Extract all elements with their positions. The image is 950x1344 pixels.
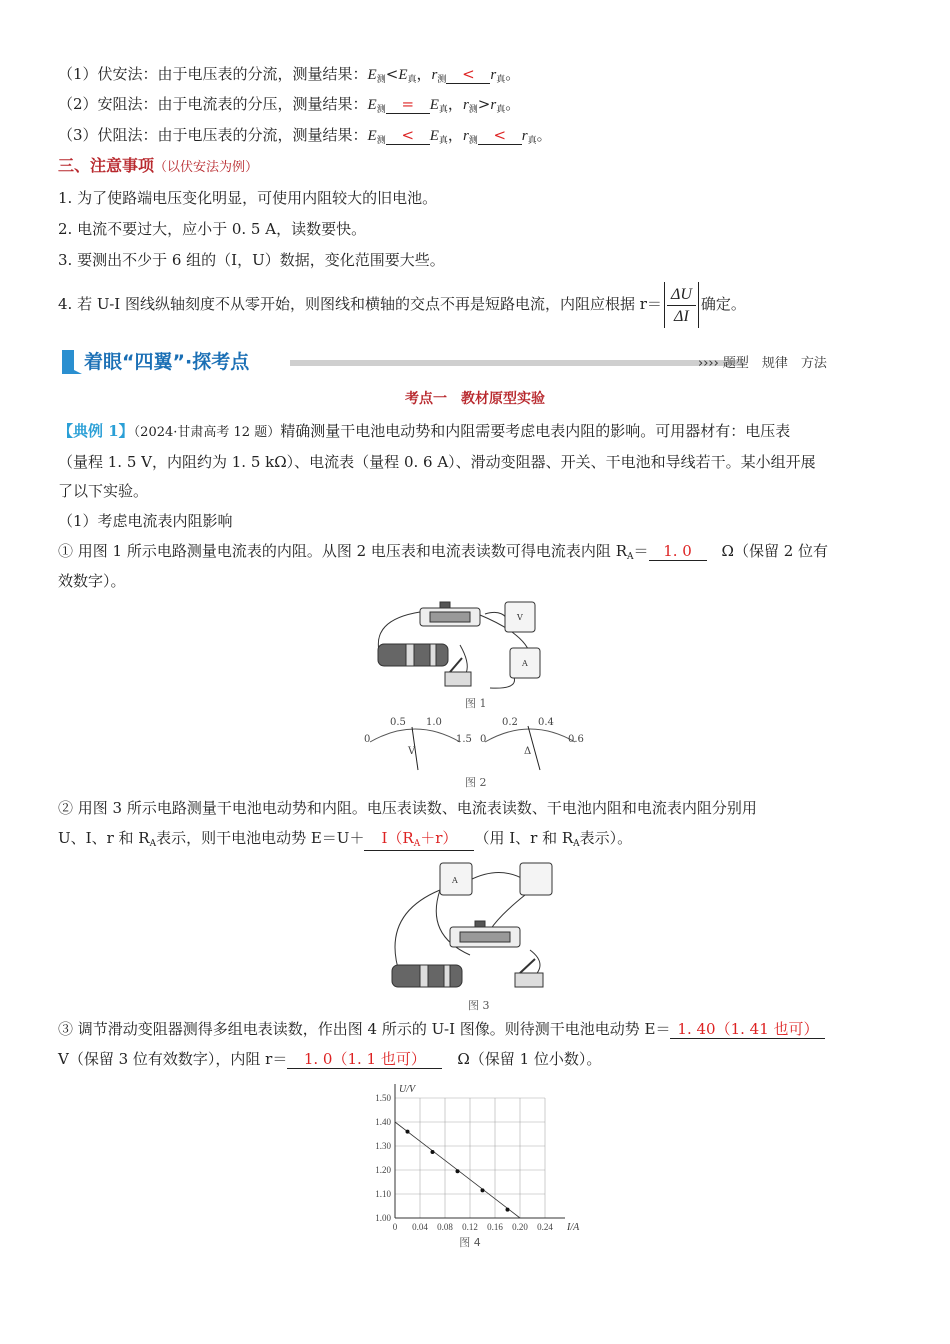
y-tick-label: 1.00 (375, 1213, 391, 1223)
answer-blank: < (386, 126, 430, 145)
svg-text:A: A (522, 659, 528, 668)
x-tick-label: 0.16 (487, 1222, 503, 1232)
example-line-3: 了以下实验。 (58, 482, 149, 500)
question-3: ③ 调节滑动变阻器测得多组电表读数，作出图 4 所示的 U-I 图像。则待测干电池电动势 E＝ 1. 40（1. 41 也可） (58, 1018, 825, 1040)
y-tick-label: 1.30 (375, 1141, 391, 1151)
note-2: 2. 电流不要过大，应小于 0. 5 A，读数要快。 (58, 220, 367, 238)
svg-text:1.0: 1.0 (426, 717, 442, 728)
svg-text:1.5: 1.5 (456, 734, 472, 745)
delta-fraction: $\frac{\Delta U}{\Delta I}$ (667, 284, 696, 327)
section-heading: 三、注意事项（以伏安法为例） (58, 156, 259, 175)
svg-text:V: V (408, 746, 416, 757)
figure-1-caption: 图 1 (465, 697, 487, 710)
figure-2-meters (360, 712, 590, 774)
x-tick-label: 0.08 (437, 1222, 453, 1232)
method-3: （3）伏阻法：由于电压表的分流，测量结果：$E_测 < E_真$，$r_测 < r_真$。 (58, 126, 552, 146)
y-tick-label: 1.40 (375, 1117, 391, 1127)
x-axis-label: I/A (567, 1222, 580, 1233)
svg-text:0: 0 (364, 734, 371, 745)
figure-4-caption: 图 4 (459, 1236, 481, 1249)
method-2: （2）安阻法：由于电流表的分压，测量结果：$E_测 = E_真$，$r_测>r_真$。 (58, 95, 521, 115)
question-3-cont: V（保留 3 位有效数字），内阻 r＝ 1. 0（1. 1 也可） Ω（保留 1 位小数）。 (58, 1050, 602, 1068)
note-3: 3. 要测出不少于 6 组的（I，U）数据，变化范围要大些。 (58, 251, 445, 269)
example-line-2: （量程 1. 5 V，内阻约为 1. 5 kΩ）、电流表（量程 0. 6 A）、滑动变阻器、开关、干电池和导线若干。某小组开展 (58, 453, 816, 471)
figure-3-circuit (380, 855, 570, 995)
answer-blank: = (386, 95, 430, 114)
svg-text:A: A (452, 876, 458, 885)
answer-blank: $I(R_A+r)$ (364, 829, 474, 851)
question-2-cont: U、I、r 和 $R_A$表示，则干电池电动势 $E=U+ I(R_A+r)$ （用 I、r 和 $R_A$表示）。 (58, 829, 633, 849)
svg-text:0.5: 0.5 (390, 717, 406, 728)
x-tick-label: 0 (392, 1222, 398, 1232)
question-2: ② 用图 3 所示电路测量干电池电动势和内阻。电压表读数、电流表读数、干电池内阻和电流表内阻分别用 (58, 799, 757, 817)
data-point (506, 1208, 510, 1212)
x-tick-label: 0.20 (512, 1222, 528, 1232)
answer-blank: < (478, 126, 522, 145)
note-1: 1. 为了使路端电压变化明显，可使用内阻较大的旧电池。 (58, 189, 438, 207)
x-tick-label: 0.04 (412, 1222, 428, 1232)
data-point (406, 1130, 410, 1134)
method-1: （1）伏安法：由于电压表的分流，测量结果：$E_测<E_真$，$r_测 < r_真$。 (58, 65, 521, 85)
banner-title: 着眼“四翼”·探考点 (84, 351, 250, 373)
svg-text:0.4: 0.4 (538, 717, 554, 728)
data-point (431, 1150, 435, 1154)
topic-heading: 考点一 教材原型实验 (405, 391, 545, 407)
figure-1-circuit (360, 600, 550, 700)
question-1-cont: 效数字）。 (58, 572, 126, 590)
svg-text:0.2: 0.2 (502, 717, 518, 728)
svg-text:Δ: Δ (524, 746, 532, 757)
ui-graph (355, 1080, 595, 1250)
x-tick-label: 0.24 (537, 1222, 553, 1232)
example-line-1: 【典例 1】（2024·甘肃高考 12 题）精确测量干电池电动势和内阻需要考虑电表内阻的影响。可用器材有：电压表 (58, 422, 791, 440)
example-badge: 【典例 1】 (58, 422, 134, 440)
answer-blank: < (446, 65, 490, 84)
svg-text:0.6: 0.6 (568, 734, 584, 745)
question-1: ① 用图 1 所示电路测量电流表的内阻。从图 2 电压表和电流表读数可得电流表内阻 $R_A= 1$. 0 Ω（保留 2 位有 (58, 542, 829, 562)
svg-text:V: V (517, 613, 523, 622)
y-tick-label: 1.20 (375, 1165, 391, 1175)
banner-right: ›››› 题型 规律 方法 (698, 356, 827, 371)
y-tick-label: 1.10 (375, 1189, 391, 1199)
data-point (456, 1169, 460, 1173)
note-4: 4. 若 U-I 图线纵轴刻度不从零开始，则图线和横轴的交点不再是短路电流，内阻应根据 r＝ $\frac{\Delta U}{\Delta I}$ 确定。 (58, 280, 746, 328)
section-banner (58, 344, 893, 378)
svg-text:0: 0 (480, 734, 487, 745)
x-tick-label: 0.12 (462, 1222, 478, 1232)
part-1: （1）考虑电流表内阻影响 (58, 512, 233, 530)
answer-blank: 1. 40（1. 41 也可） (670, 1020, 825, 1039)
answer-blank: 1. 0（1. 1 也可） (287, 1050, 442, 1069)
figure-3-caption: 图 3 (468, 999, 490, 1012)
y-tick-label: 1.50 (375, 1093, 391, 1103)
answer-blank: 1. 0 (649, 542, 707, 561)
y-axis-label: U/V (399, 1084, 416, 1095)
data-point (481, 1188, 485, 1192)
figure-2-caption: 图 2 (465, 776, 487, 789)
